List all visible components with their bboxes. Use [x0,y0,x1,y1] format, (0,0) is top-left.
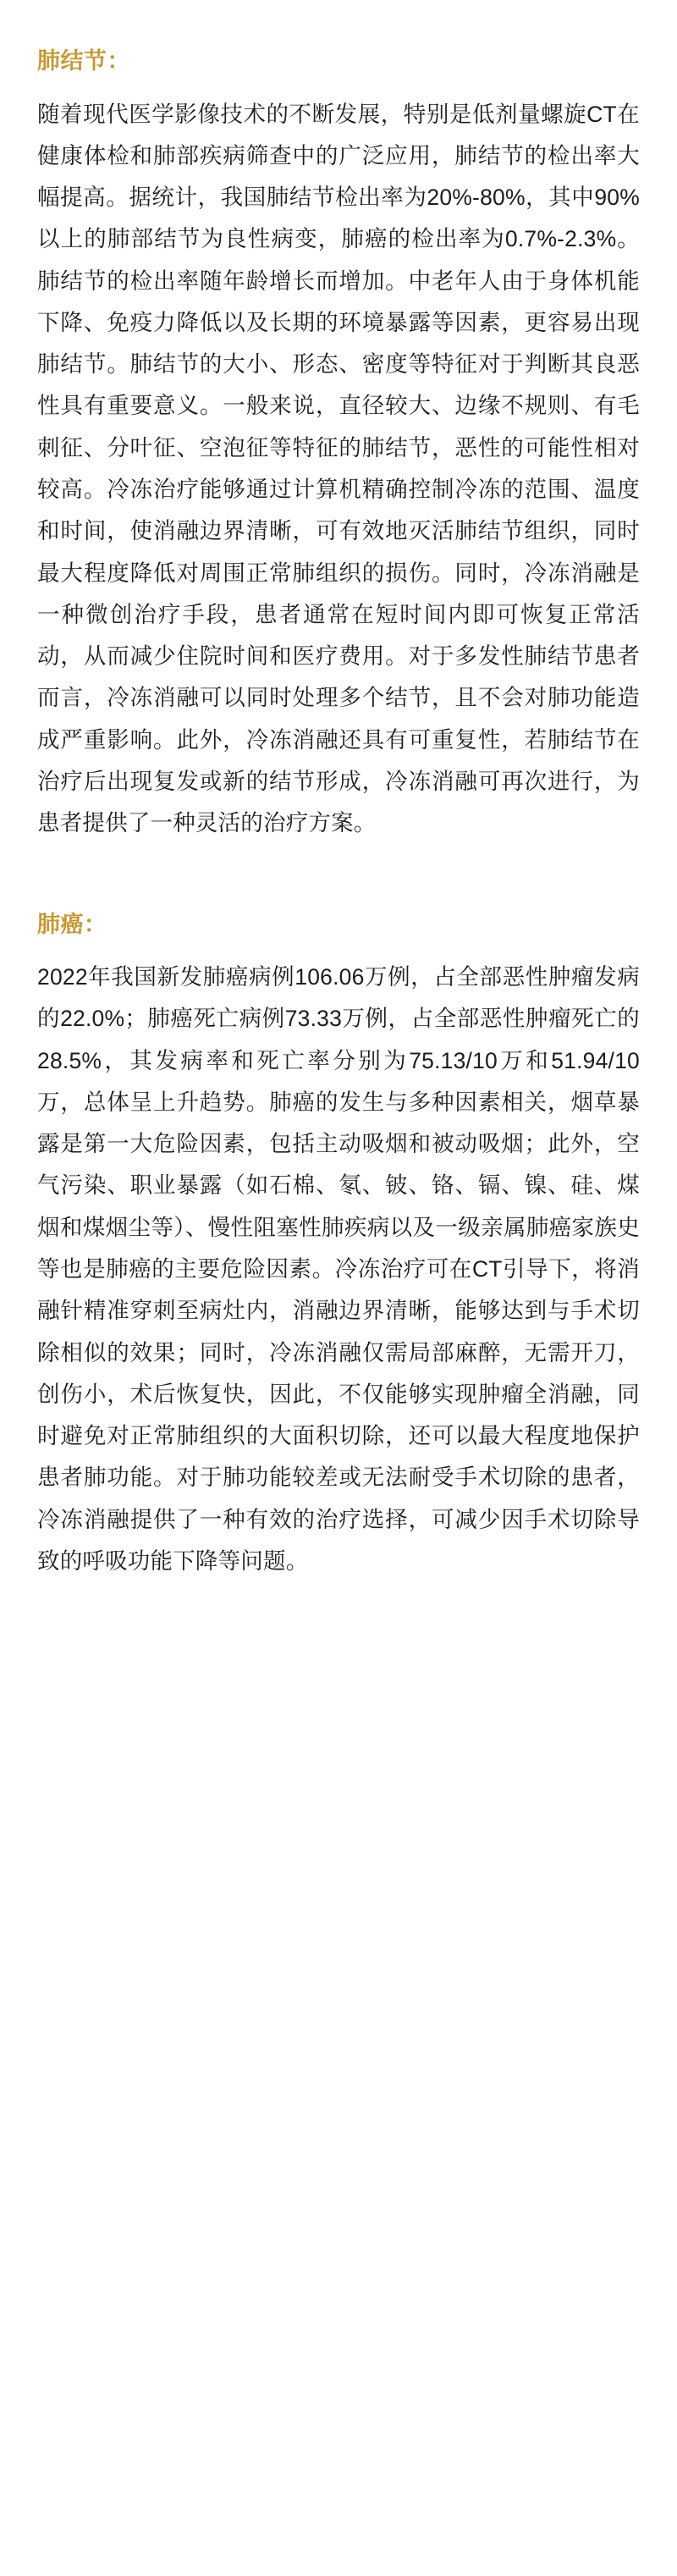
section-divider-space [37,845,640,907]
section-pulmonary-nodule [37,44,640,845]
section-heading-lung-cancer: 肺癌： [37,911,107,937]
section-body-lung-cancer: 2022年我国新发肺癌病例106.06万例，占全部恶性肿瘤发病的22.0%；肺癌死亡病例73.33万例，占全部恶性肿瘤死亡的28.5%，其发病率和死亡率分别为75.13/10万和51.94/10万，总体呈上升趋势。肺癌的发生与多种因素相关，烟草暴露是第一大危险因素，包括主动吸烟和被动吸烟；此外，空气污染、职业暴露（如石棉、氡、铍、铬、镉、镍、硅、煤烟和煤烟尘等）、慢性阻塞性肺疾病以及一级亲属肺癌家族史等也是肺癌的主要危险因素。冷冻治疗可在CT引导下，将消融针精准穿刺至病灶内，消融边界清晰，能够达到与手术切除相似的效果；同时，冷冻消融仅需局部麻醉，无需开刀，创伤小，术后恢复快，因此，不仅能够实现肿瘤全消融，同时避免对正常肺组织的大面积切除，还可以最大程度地保护患者肺功能。对于肺功能较差或无法耐受手术切除的患者，冷冻消融提供了一种有效的治疗选择，可减少因手术切除导致的呼吸功能下降等问题。 [37,964,640,1574]
section-heading-pulmonary-nodule: 肺结节： [37,48,130,74]
section-body-pulmonary-nodule: 随着现代医学影像技术的不断发展，特别是低剂量螺旋CT在健康体检和肺部疾病筛查中的广泛应用，肺结节的检出率大幅提高。据统计，我国肺结节检出率为20%-80%，其中90%以上的肺部结节为良性病变，肺癌的检出率为0.7%-2.3%。肺结节的检出率随年龄增长而增加。中老年人由于身体机能下降、免疫力降低以及长期的环境暴露等因素，更容易出现肺结节。肺结节的大小、形态、密度等特征对于判断其良恶性具有重要意义。一般来说，直径较大、边缘不规则、有毛刺征、分叶征、空泡征等特征的肺结节，恶性的可能性相对较高。冷冻治疗能够通过计算机精确控制冷冻的范围、温度和时间，使消融边界清晰，可有效地灭活肺结节组织，同时最大程度降低对周围正常肺组织的损伤。同时，冷冻消融是一种微创治疗手段，患者通常在短时间内即可恢复正常活动，从而减少住院时间和医疗费用。对于多发性肺结节患者而言，冷冻消融可以同时处理多个结节，且不会对肺功能造成严重影响。此外，冷冻消融还具有可重复性，若肺结节在治疗后出现复发或新的结节形成，冷冻消融可再次进行，为患者提供了一种灵活的治疗方案。 [37,101,640,836]
section-lung-cancer [37,907,640,1583]
